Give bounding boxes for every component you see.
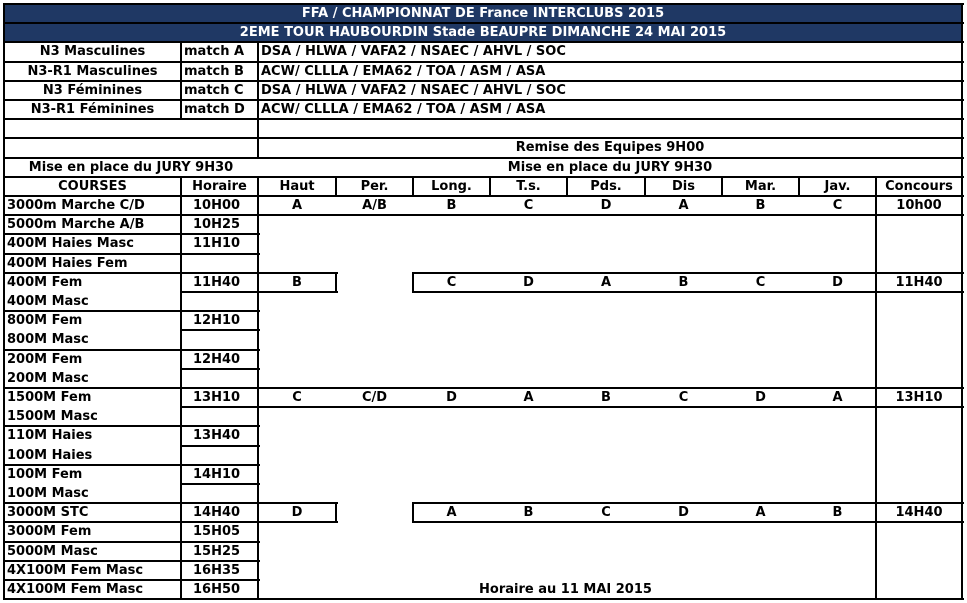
grid-line-h	[4, 137, 964, 139]
header-event: T.s.	[516, 178, 541, 194]
header-event: Long.	[431, 178, 472, 194]
grid-line-h	[258, 291, 338, 293]
grid-line-h	[258, 214, 878, 216]
grid-line-h	[181, 502, 260, 504]
grid-line-h	[181, 310, 260, 312]
grid-line-h	[181, 233, 260, 235]
race-name: 400M Masc	[7, 294, 89, 310]
race-name: 110M Haies	[7, 428, 93, 444]
race-time: 15H05	[193, 524, 241, 540]
grid-line-h	[4, 521, 183, 523]
grid-line-h	[876, 291, 964, 293]
header-event: Per.	[360, 178, 389, 194]
race-name: 1500M Fem	[7, 390, 92, 406]
grid-line-h	[4, 272, 183, 274]
concours-group: C	[601, 505, 611, 521]
race-name: 200M Fem	[7, 351, 83, 367]
grid-line-h	[181, 425, 260, 427]
grid-line-v	[412, 502, 414, 523]
grid-line-h	[4, 464, 183, 466]
grid-line-v	[412, 272, 414, 293]
race-time: 11H40	[193, 274, 241, 290]
race-time	[181, 484, 258, 503]
concours-group: B	[446, 198, 457, 214]
race-name: 100M Masc	[7, 486, 89, 502]
concours-group: C	[678, 390, 689, 406]
concours-group: D	[755, 390, 766, 406]
grid-line-v	[257, 41, 259, 120]
race-time	[181, 369, 258, 388]
grid-line-h	[181, 464, 260, 466]
grid-frame-left	[3, 3, 5, 600]
grid-line-v	[335, 176, 337, 197]
grid-line-h	[181, 406, 260, 408]
grid-line-h	[4, 233, 183, 235]
race-name: 800M Fem	[7, 313, 83, 329]
concours-group: B	[755, 198, 766, 214]
grid-line-v	[412, 176, 414, 197]
grid-line-h	[413, 521, 878, 523]
grid-line-h	[181, 368, 260, 370]
grid-line-v	[566, 176, 568, 197]
race-time: 12H10	[193, 313, 241, 329]
concours-group: D	[523, 274, 534, 290]
page-subtitle: 2EME TOUR HAUBOURDIN Stade BEAUPRE DIMANCHE 24 MAI 2015	[4, 23, 962, 42]
race-name: 1500M Masc	[7, 409, 98, 425]
grid-line-v	[257, 502, 259, 523]
concours-group: D	[446, 390, 457, 406]
grid-line-h	[4, 61, 964, 63]
page-title: FFA / CHAMPIONNAT DE France INTERCLUBS 2015	[4, 4, 962, 23]
race-time	[181, 446, 258, 465]
grid-line-h	[4, 41, 964, 43]
grid-line-v	[257, 387, 259, 408]
grid-line-h	[258, 521, 338, 523]
grid-line-v	[875, 387, 877, 408]
race-name: 400M Fem	[7, 274, 83, 290]
jury-right: Mise en place du JURY 9H30	[507, 159, 713, 175]
grid-line-h	[181, 329, 260, 331]
race-name: 3000M STC	[7, 505, 89, 521]
match-category: N3 Masculines	[39, 44, 146, 60]
concours-group: A	[832, 390, 843, 406]
grid-line-h	[876, 521, 964, 523]
race-name: 3000m Marche C/D	[7, 198, 145, 214]
match-label: match D	[184, 102, 245, 118]
grid-frame-top	[4, 3, 964, 5]
race-time: 16H35	[193, 562, 241, 578]
concours-group: A	[755, 505, 766, 521]
grid-line-h	[4, 22, 964, 24]
grid-line-h	[876, 195, 964, 197]
grid-line-h	[181, 387, 260, 389]
grid-line-h	[4, 195, 964, 197]
header-event: Jav.	[824, 178, 851, 194]
header-courses: COURSES	[58, 178, 127, 194]
grid-line-h	[181, 445, 260, 447]
grid-line-h	[181, 579, 260, 581]
grid-line-v	[335, 502, 337, 523]
grid-line-h	[181, 291, 260, 293]
grid-line-v	[644, 176, 646, 197]
race-time: 12H40	[193, 351, 241, 367]
grid-line-h	[4, 541, 183, 543]
header-event: Haut	[279, 178, 315, 194]
match-teams: DSA / HLWA / VAFA2 / NSAEC / AHVL / SOC	[261, 82, 566, 98]
race-time	[181, 292, 258, 311]
grid-line-h	[181, 214, 260, 216]
grid-line-h	[4, 176, 964, 178]
race-name: 3000M Fem	[7, 524, 92, 540]
concours-group: A/B	[362, 198, 387, 214]
concours-time: 13H10	[895, 390, 943, 406]
match-category: N3-R1 Masculines	[27, 63, 158, 79]
match-label: match B	[184, 63, 244, 79]
concours-group: B	[601, 390, 611, 406]
grid-line-h	[4, 310, 183, 312]
race-time: 10H25	[193, 217, 241, 233]
concours-group: B	[523, 505, 534, 521]
grid-line-h	[876, 406, 964, 408]
concours-group: D	[832, 274, 843, 290]
race-name: 400M Haies Fem	[7, 255, 128, 271]
grid-line-v	[875, 272, 877, 293]
grid-line-h	[4, 118, 964, 120]
remise-equipes: Remise des Equipes 9H00	[515, 140, 705, 156]
race-name: 100M Fem	[7, 466, 83, 482]
concours-time: 10h00	[896, 198, 942, 214]
concours-group: D	[600, 198, 612, 214]
match-category: N3 Féminines	[42, 82, 143, 98]
race-name: 800M Masc	[7, 332, 89, 348]
grid-line-h	[876, 272, 964, 274]
grid-line-h	[413, 272, 878, 274]
concours-group	[336, 503, 413, 522]
grid-line-v	[180, 41, 182, 120]
grid-line-h	[181, 483, 260, 485]
race-name: 5000M Masc	[7, 543, 98, 559]
grid-line-h	[181, 541, 260, 543]
grid-line-h	[4, 157, 964, 159]
concours-group: B	[832, 505, 843, 521]
concours-group: A	[678, 198, 689, 214]
match-label: match A	[184, 44, 245, 60]
grid-line-v	[798, 176, 800, 197]
concours-time: 11H40	[895, 274, 943, 290]
header-event: Mar.	[744, 178, 777, 194]
concours-group	[336, 273, 413, 292]
race-time	[181, 330, 258, 349]
grid-frame-bottom	[4, 598, 964, 600]
concours-group: D	[291, 505, 303, 521]
header-concours: Concours	[885, 178, 953, 194]
header-horaire: Horaire	[192, 178, 247, 194]
grid-line-v	[257, 118, 259, 158]
grid-line-h	[4, 560, 183, 562]
race-time: 14H40	[193, 505, 241, 521]
grid-line-h	[4, 502, 183, 504]
match-teams: ACW/ CLLLA / EMA62 / TOA / ASM / ASA	[261, 102, 546, 118]
race-name: 5000m Marche A/B	[7, 217, 145, 233]
grid-line-h	[258, 406, 878, 408]
grid-line-h	[4, 349, 183, 351]
grid-line-h	[876, 387, 964, 389]
concours-group: B	[292, 274, 302, 290]
grid-line-h	[4, 214, 183, 216]
grid-line-v	[489, 176, 491, 197]
concours-group: C	[446, 274, 457, 290]
concours-group: C	[832, 198, 843, 214]
grid-line-v	[257, 195, 259, 216]
race-name: 4X100M Fem Masc	[7, 562, 144, 578]
grid-line-h	[4, 425, 183, 427]
header-event: Pds.	[590, 178, 622, 194]
grid-line-h	[181, 560, 260, 562]
race-time: 13H10	[193, 390, 241, 406]
race-time: 10H00	[193, 198, 241, 214]
concours-group: B	[678, 274, 689, 290]
grid-frame-right	[961, 3, 963, 600]
footer-note: Horaire au 11 MAI 2015	[479, 582, 652, 598]
grid-line-v	[875, 195, 877, 216]
race-name: 4X100M Fem Masc	[7, 582, 144, 598]
concours-group: A	[600, 274, 612, 290]
race-time: 11H10	[193, 236, 241, 252]
grid-line-v	[875, 502, 877, 523]
grid-line-h	[4, 253, 183, 255]
concours-group: D	[678, 505, 689, 521]
race-time: 16H50	[193, 582, 241, 598]
grid-line-h	[181, 349, 260, 351]
concours-group: A	[291, 198, 303, 214]
grid-line-h	[413, 502, 878, 504]
race-time: 13H40	[193, 428, 241, 444]
grid-line-h	[181, 253, 260, 255]
grid-line-h	[4, 579, 183, 581]
race-time	[181, 407, 258, 426]
race-name: 200M Masc	[7, 370, 89, 386]
race-name: 100M Haies	[7, 447, 93, 463]
concours-group: C	[523, 198, 534, 214]
grid-line-h	[181, 521, 260, 523]
match-teams: ACW/ CLLLA / EMA62 / TOA / ASM / ASA	[261, 63, 546, 79]
grid-line-h	[181, 272, 260, 274]
concours-group: A	[446, 505, 457, 521]
match-label: match C	[184, 82, 244, 98]
match-teams: DSA / HLWA / VAFA2 / NSAEC / AHVL / SOC	[261, 44, 566, 60]
grid-line-h	[876, 214, 964, 216]
concours-group: C	[292, 390, 302, 406]
header-event: Dis	[672, 178, 695, 194]
grid-line-h	[258, 387, 878, 389]
grid-line-h	[4, 99, 964, 101]
grid-line-h	[876, 502, 964, 504]
grid-line-h	[258, 502, 338, 504]
concours-group: A	[523, 390, 534, 406]
grid-line-v	[335, 272, 337, 293]
race-time	[181, 254, 258, 273]
grid-line-v	[721, 176, 723, 197]
concours-time: 14H40	[895, 505, 943, 521]
grid-line-h	[413, 291, 878, 293]
grid-line-h	[258, 272, 338, 274]
concours-group: C/D	[361, 390, 388, 406]
grid-line-h	[4, 387, 183, 389]
grid-line-v	[257, 272, 259, 293]
race-time: 15H25	[193, 543, 241, 559]
race-time: 14H10	[193, 466, 241, 482]
grid-line-h	[4, 80, 964, 82]
race-name: 400M Haies Masc	[7, 236, 134, 252]
jury-left: Mise en place du JURY 9H30	[28, 159, 234, 175]
match-category: N3-R1 Féminines	[30, 102, 155, 118]
concours-group: C	[755, 274, 766, 290]
